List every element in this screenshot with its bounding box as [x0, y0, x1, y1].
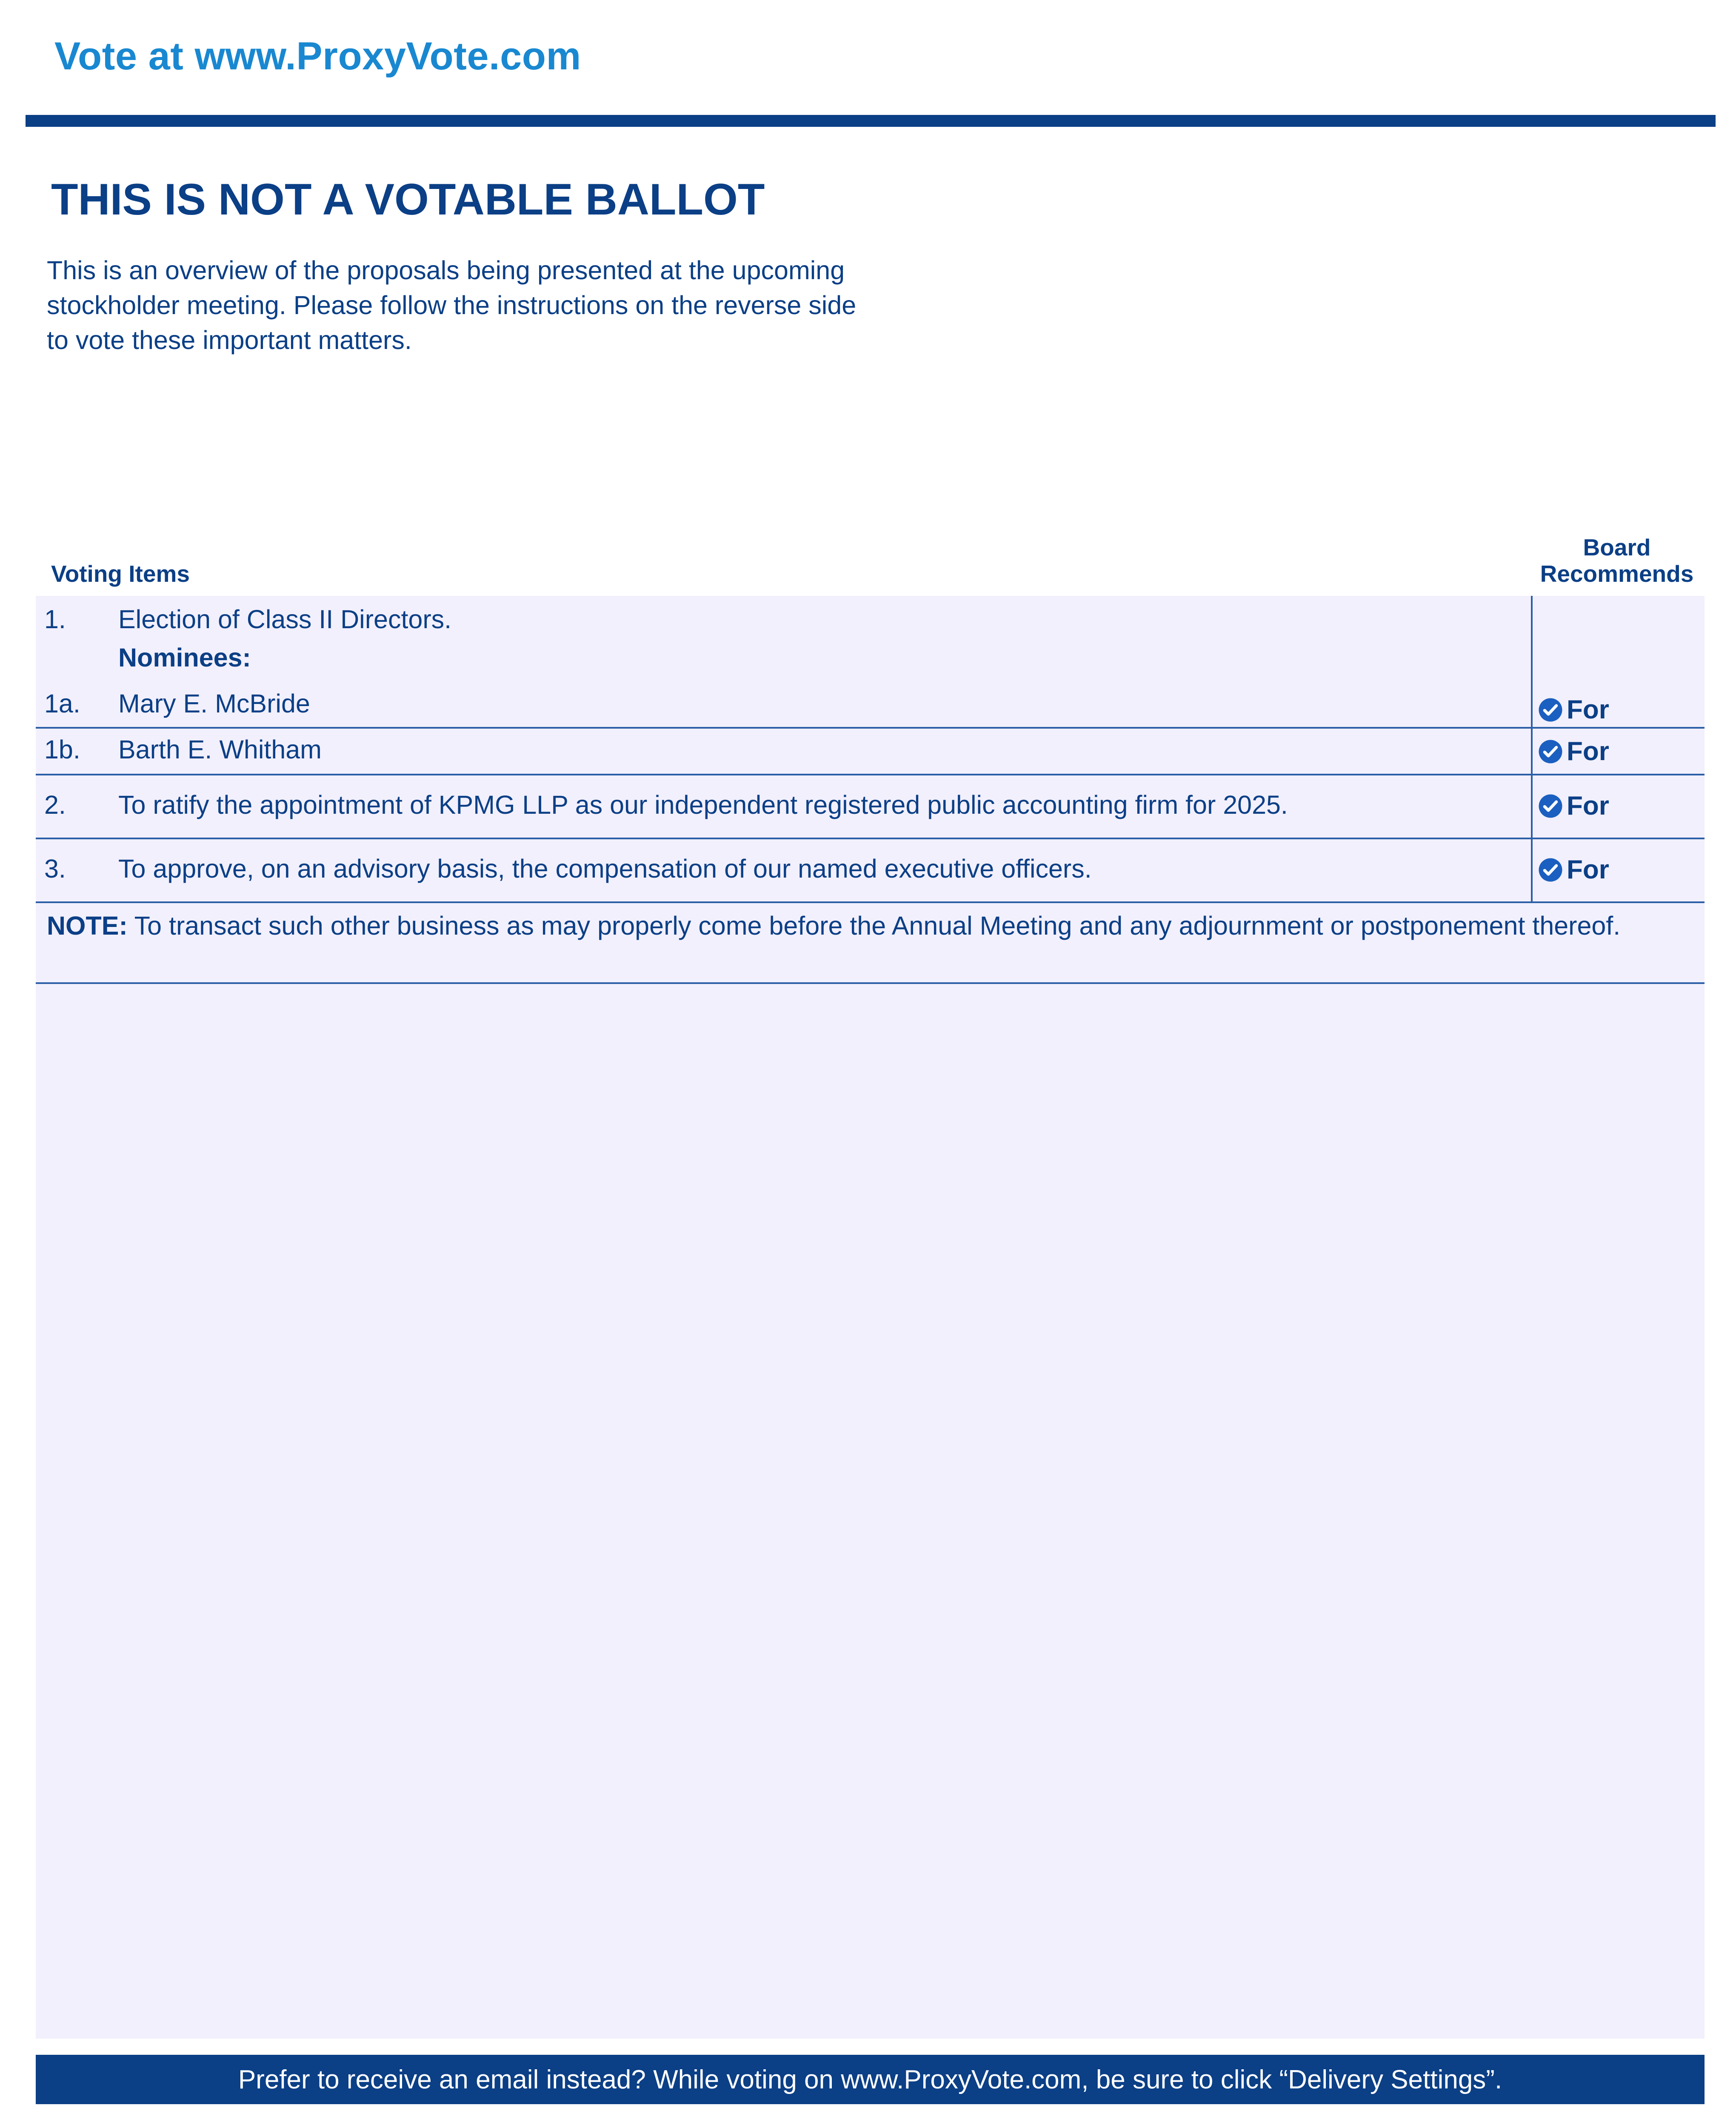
check-circle-icon: [1538, 697, 1563, 723]
note-label: NOTE:: [47, 911, 128, 940]
recommendation-text: For: [1567, 855, 1609, 884]
row-divider: [36, 838, 1705, 839]
recommendation-text: For: [1567, 695, 1609, 724]
note: [47, 909, 1689, 942]
footer-text: Prefer to receive an email instead? While voting on www.ProxyVote.com, be sure to click “Delivery Settings”.: [238, 2065, 1502, 2094]
column-divider: [1531, 839, 1533, 901]
row-divider: [36, 982, 1705, 984]
intro-paragraph: This is an overview of the proposals being presented at the upcoming stockholder meeting. Please follow the instructions on the reverse side to vote these important matters.: [47, 256, 857, 355]
check-circle-icon: [1538, 857, 1563, 883]
note-text: To transact such other business as may properly come before the Annual Meeting and any adjournment or postponement thereof.: [134, 911, 1621, 940]
recommendation: [1538, 855, 1609, 885]
row-divider: [36, 727, 1705, 729]
item-text: Barth E. Whitham: [118, 735, 322, 764]
recommendation-text: For: [1567, 737, 1609, 766]
recommendation: [1538, 791, 1609, 821]
column-divider: [1531, 775, 1533, 838]
item-text: To approve, on an advisory basis, the compensation of our named executive officers.: [118, 854, 1092, 883]
proxyvote-url-heading: Vote at www.ProxyVote.com: [54, 34, 581, 78]
recommendation: [1538, 736, 1609, 767]
header-rule: [26, 115, 1716, 127]
board-header-line1: Board: [1583, 534, 1651, 561]
column-divider: [1531, 729, 1533, 774]
item-number: 1b.: [44, 735, 80, 764]
check-circle-icon: [1538, 739, 1563, 764]
item-text: To ratify the appointment of KPMG LLP as our independent registered public accounting firm for 2025.: [118, 790, 1288, 819]
row-divider: [36, 774, 1705, 775]
item-text: Election of Class II Directors.: [118, 605, 452, 634]
nominees-label: Nominees:: [118, 643, 251, 672]
item-number: 1.: [44, 605, 66, 634]
column-header-board-recommends: [1523, 534, 1710, 587]
item-number: 3.: [44, 854, 66, 883]
board-header-line2: Recommends: [1540, 561, 1694, 587]
footer-banner: [36, 2055, 1705, 2104]
check-circle-icon: [1538, 793, 1563, 819]
recommendation: [1538, 695, 1609, 725]
column-divider: [1531, 596, 1533, 727]
item-number: 1a.: [44, 689, 80, 718]
item-text: Mary E. McBride: [118, 689, 310, 718]
item-number: 2.: [44, 790, 66, 819]
notice-title: THIS IS NOT A VOTABLE BALLOT: [51, 175, 765, 224]
column-header-voting-items: Voting Items: [51, 561, 190, 587]
row-divider: [36, 901, 1705, 903]
recommendation-text: For: [1567, 791, 1609, 821]
